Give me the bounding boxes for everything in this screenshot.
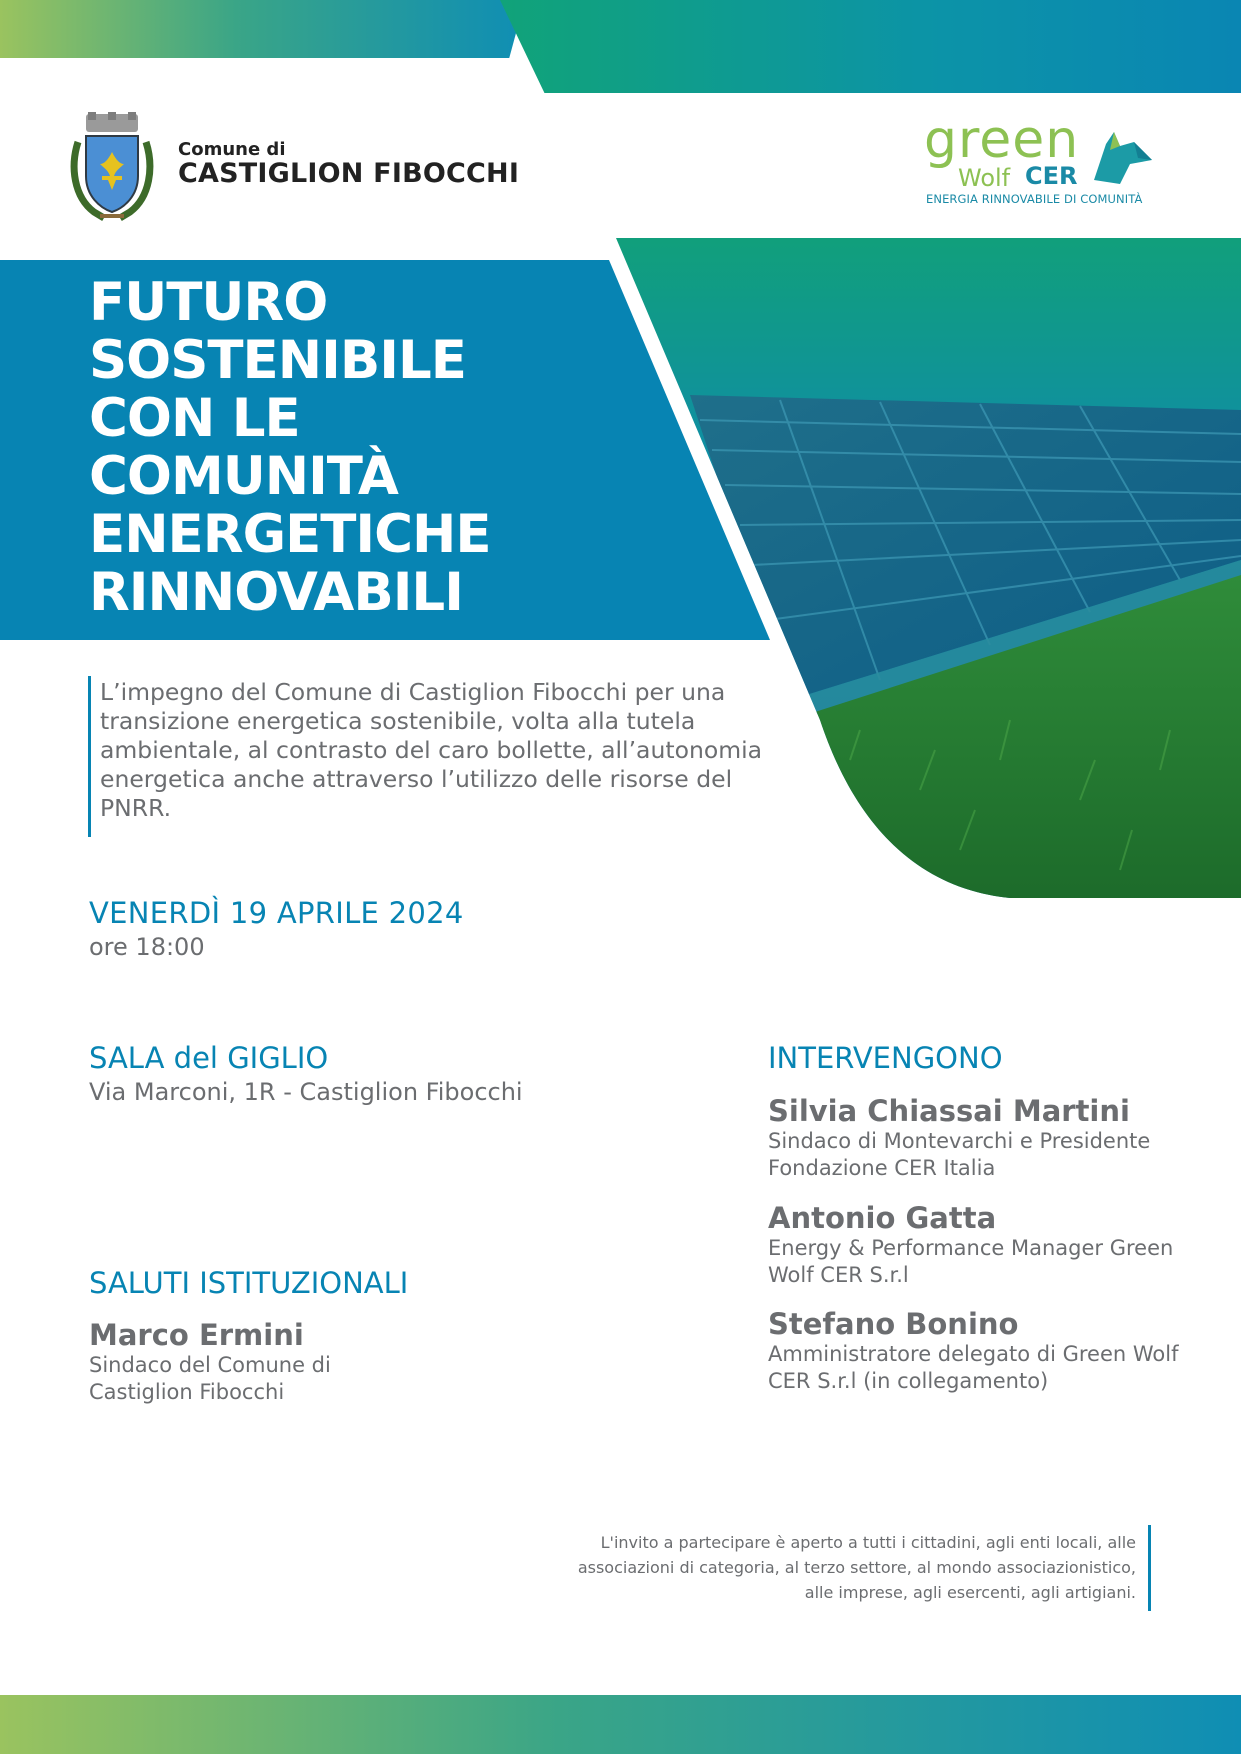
saluti-name: Marco Ermini xyxy=(89,1318,304,1352)
speaker-role: Amministratore delegato di Green Wolf CER S.r.l (in collegamento) xyxy=(768,1342,1179,1393)
partner-logo-tagline: ENERGIA RINNOVABILE DI COMUNITÀ xyxy=(926,192,1143,206)
saluti-role: Sindaco del Comune di Castiglion Fibocchi xyxy=(89,1353,331,1404)
speaker-item xyxy=(768,1201,1188,1289)
intro-paragraph: L’impegno del Comune di Castiglion Fibocchi per una transizione energetica sostenibile, volta alla tutela ambientale, al contrasto del caro bollette, all’autonomia energetica anche attraverso l’utilizzo delle risorse del PNRR. xyxy=(100,678,763,822)
speaker-role: Energy & Performance Manager Green Wolf CER S.r.l xyxy=(768,1236,1174,1287)
partner-logo-wolf: Wolf xyxy=(958,164,1011,192)
title-line: COMUNITÀ xyxy=(89,446,398,507)
bottom-accent-bar xyxy=(0,1695,1241,1754)
event-time: ore 18:00 xyxy=(89,933,205,961)
invite-note: L'invito a partecipare è aperto a tutti i cittadini, agli enti locali, alle associazioni di categoria, al terzo settore, al mondo associazionistico, alle imprese, agli esercenti, agli artigiani. xyxy=(577,1533,1136,1602)
wolf-head-icon xyxy=(1090,124,1154,188)
speaker-name: Stefano Bonino xyxy=(768,1307,1019,1341)
venue-name: SALA del GIGLIO xyxy=(89,1041,329,1075)
title-line: SOSTENIBILE xyxy=(89,330,466,391)
title-line: CON LE xyxy=(89,388,300,449)
speakers-heading: INTERVENGONO xyxy=(768,1041,1003,1075)
speaker-name: Silvia Chiassai Martini xyxy=(768,1094,1130,1128)
intro-accent-bar xyxy=(88,676,91,837)
venue-address: Via Marconi, 1R - Castiglion Fibocchi xyxy=(89,1078,523,1106)
comune-prefix: Comune di xyxy=(178,139,286,160)
municipal-crest-icon xyxy=(64,112,160,226)
event-date: VENERDÌ 19 APRILE 2024 xyxy=(89,896,464,930)
speaker-name: Antonio Gatta xyxy=(768,1201,997,1235)
invite-accent-bar xyxy=(1148,1525,1151,1611)
page-title xyxy=(89,274,709,622)
comune-name: CASTIGLION FIBOCCHI xyxy=(178,158,520,189)
title-line: RINNOVABILI xyxy=(89,562,463,623)
speaker-item xyxy=(768,1094,1188,1182)
speaker-role: Sindaco di Montevarchi e Presidente Fondazione CER Italia xyxy=(768,1129,1151,1180)
partner-logo-cer: CER xyxy=(1025,162,1078,190)
partner-logo-green: green xyxy=(924,110,1080,170)
title-line: ENERGETICHE xyxy=(89,504,491,565)
title-line: FUTURO xyxy=(89,272,328,333)
saluti-heading: SALUTI ISTITUZIONALI xyxy=(89,1266,409,1300)
speaker-item xyxy=(768,1307,1188,1395)
